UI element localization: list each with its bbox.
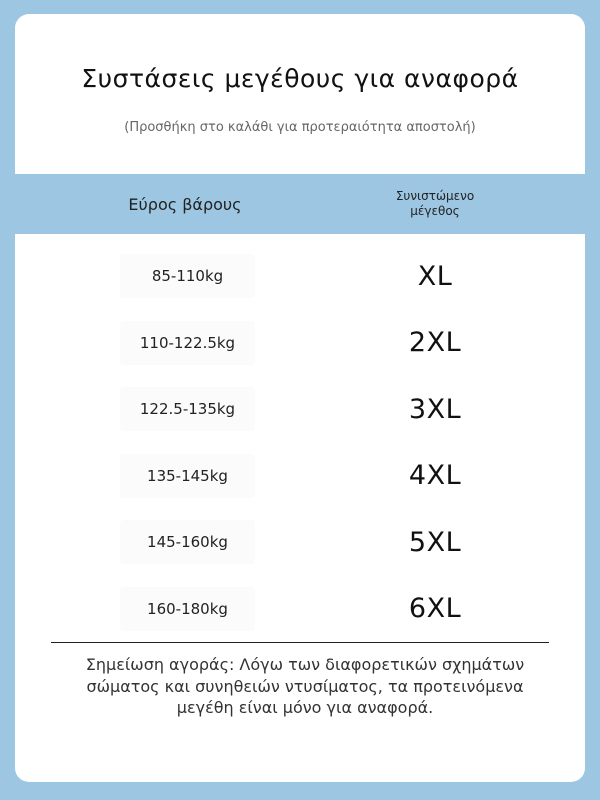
column-header-size	[355, 174, 515, 234]
table-row	[15, 242, 585, 309]
size-cell: 6XL	[408, 593, 462, 624]
table-header	[15, 174, 585, 234]
weight-cell: 85-110kg	[120, 254, 255, 298]
column-header-size-line1: Συνιστώμενο	[395, 189, 475, 203]
size-cell: XL	[417, 260, 453, 292]
size-cell: 2XL	[408, 327, 462, 358]
table-row	[15, 442, 585, 509]
column-header-weight: Εύρος βάρους	[128, 194, 242, 214]
weight-cell: 135-145kg	[120, 454, 255, 498]
divider	[51, 642, 549, 643]
weight-cell: 122.5-135kg	[120, 387, 255, 431]
size-cell: 4XL	[408, 460, 462, 491]
purchase-note	[55, 654, 555, 719]
table-row	[15, 508, 585, 575]
purchase-note-line: σώματος και συνηθειών ντυσίματος, τα προτεινόμενα	[86, 676, 524, 696]
purchase-note-line: Σημείωση αγοράς: Λόγω των διαφορετικών σχημάτων	[85, 655, 525, 674]
size-table-body	[15, 242, 585, 641]
purchase-note-line: μεγέθη είναι μόνο για αναφορά.	[176, 698, 434, 717]
column-header-size-line2: μέγεθος	[410, 204, 460, 218]
table-row	[15, 375, 585, 442]
size-cell: 3XL	[408, 393, 462, 425]
weight-cell: 160-180kg	[120, 587, 255, 631]
weight-cell: 145-160kg	[120, 520, 255, 564]
size-cell: 5XL	[408, 526, 462, 558]
table-row	[15, 309, 585, 376]
weight-cell: 110-122.5kg	[120, 321, 255, 365]
page-subtitle: (Προσθήκη στο καλάθι για προτεραιότητα αποστολή)	[124, 120, 476, 135]
table-row	[15, 575, 585, 642]
size-guide-card	[15, 14, 585, 782]
page-title: Συστάσεις μεγέθους για αναφορά	[81, 64, 519, 93]
